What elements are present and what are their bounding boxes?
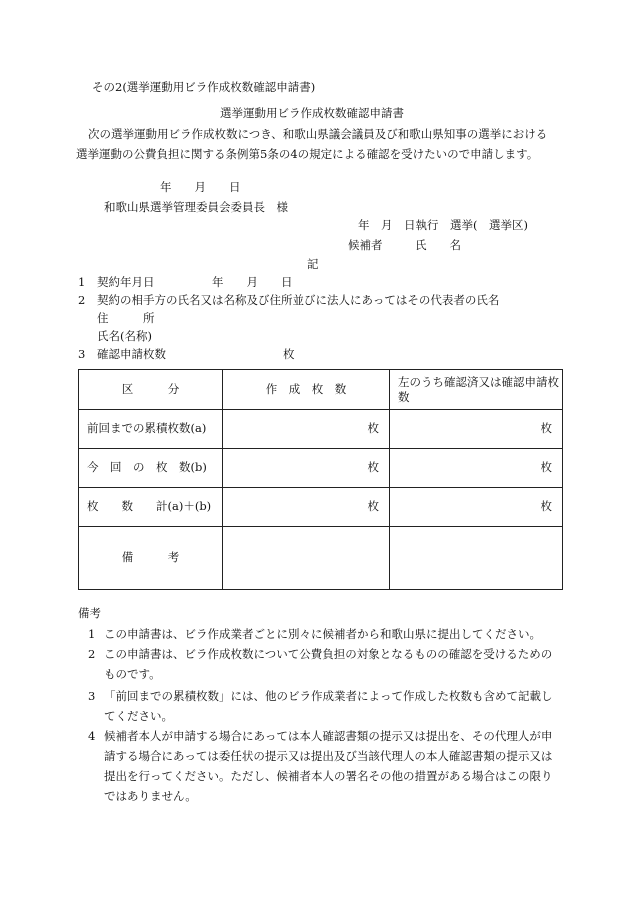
- election-info-line: 年 月 日執行 選挙( 選挙区): [358, 218, 528, 232]
- row-label-cumulative: 前回までの累積枚数(a): [79, 410, 223, 449]
- cell-unit: 枚: [223, 410, 390, 449]
- header-created-count: 作 成 枚 数: [223, 370, 390, 410]
- submission-date: 年 月 日: [160, 180, 241, 194]
- form-header-label: その2(選挙運動用ビラ作成枚数確認申請書): [92, 80, 316, 94]
- item2-number: 2: [78, 293, 86, 307]
- item1-number: 1: [78, 275, 86, 289]
- note-number: 3: [88, 689, 96, 703]
- header-category: 区 分: [79, 370, 223, 410]
- item2-label: 契約の相手方の氏名又は名称及び住所並びに法人にあってはその代表者の氏名: [97, 293, 500, 307]
- table-row: [79, 488, 563, 527]
- note-text: 候補者本人が申請する場合にあっては本人確認書類の提示又は提出を、その代理人が申請する場合にあっては委任状の提示又は提出及び当該代理人の本人確認書類の提示又は提出を行ってください。ただし、候補者本人の署名その他の措置がある場合はこの限りではありません。: [104, 729, 553, 803]
- notes-title: 備考: [78, 606, 101, 620]
- remarks-cell: [390, 527, 563, 590]
- table-row: [79, 449, 563, 488]
- note-number: 2: [88, 647, 96, 661]
- header-confirmed-count: 左のうち確認済又は確認申請枚数: [390, 370, 563, 410]
- row-label-total: 枚 数 計(a)＋(b): [79, 488, 223, 527]
- note-text: この申請書は、ビラ作成業者ごとに別々に候補者から和歌山県に提出してください。: [104, 627, 541, 641]
- note-text: この申請書は、ビラ作成枚数について公費負担の対象となるものの確認を受けるためのものです。: [104, 647, 553, 681]
- note-item: [78, 726, 554, 806]
- document-title: 選挙運動用ビラ作成枚数確認申請書: [220, 106, 404, 120]
- note-item: [78, 624, 554, 644]
- addressee: 和歌山県選挙管理委員会委員長 様: [104, 200, 288, 214]
- sheet-count-table: [78, 369, 563, 590]
- cell-unit: 枚: [223, 488, 390, 527]
- table-row: [79, 410, 563, 449]
- note-item: [78, 686, 554, 726]
- address-label: 住 所: [97, 311, 155, 325]
- cell-unit: 枚: [390, 488, 563, 527]
- cell-unit: 枚: [390, 410, 563, 449]
- candidate-name-label: 氏 名: [415, 238, 461, 252]
- item3-label: 確認申請枚数: [97, 347, 166, 361]
- note-number: 4: [88, 729, 96, 743]
- remarks-cell: [223, 527, 390, 590]
- item1-date: 年 月 日: [212, 275, 293, 289]
- item3-unit: 枚: [283, 347, 295, 361]
- note-number: 1: [88, 627, 96, 641]
- note-item: [78, 644, 554, 684]
- cell-unit: 枚: [223, 449, 390, 488]
- candidate-label: 候補者: [348, 238, 383, 252]
- note-text: 「前回までの累積枚数」には、他のビラ作成業者によって作成した枚数も含めて記載してください。: [104, 689, 553, 723]
- intro-paragraph: 次の選挙運動用ビラ作成枚数につき、和歌山県議会議員及び和歌山県知事の選挙における選挙運動の公費負担に関する条例第5条の4の規定による確認を受けたいので申請します。: [76, 127, 548, 161]
- item1-label: 契約年月日: [97, 275, 155, 289]
- ki-marker: 記: [307, 257, 319, 271]
- table-header-row: [79, 370, 563, 410]
- name-field-label: 氏名(名称): [97, 329, 152, 343]
- item3-number: 3: [78, 347, 86, 361]
- remarks-label: 備 考: [79, 527, 223, 590]
- table-row-remarks: [79, 527, 563, 590]
- cell-unit: 枚: [390, 449, 563, 488]
- row-label-current: 今 回 の 枚 数(b): [79, 449, 223, 488]
